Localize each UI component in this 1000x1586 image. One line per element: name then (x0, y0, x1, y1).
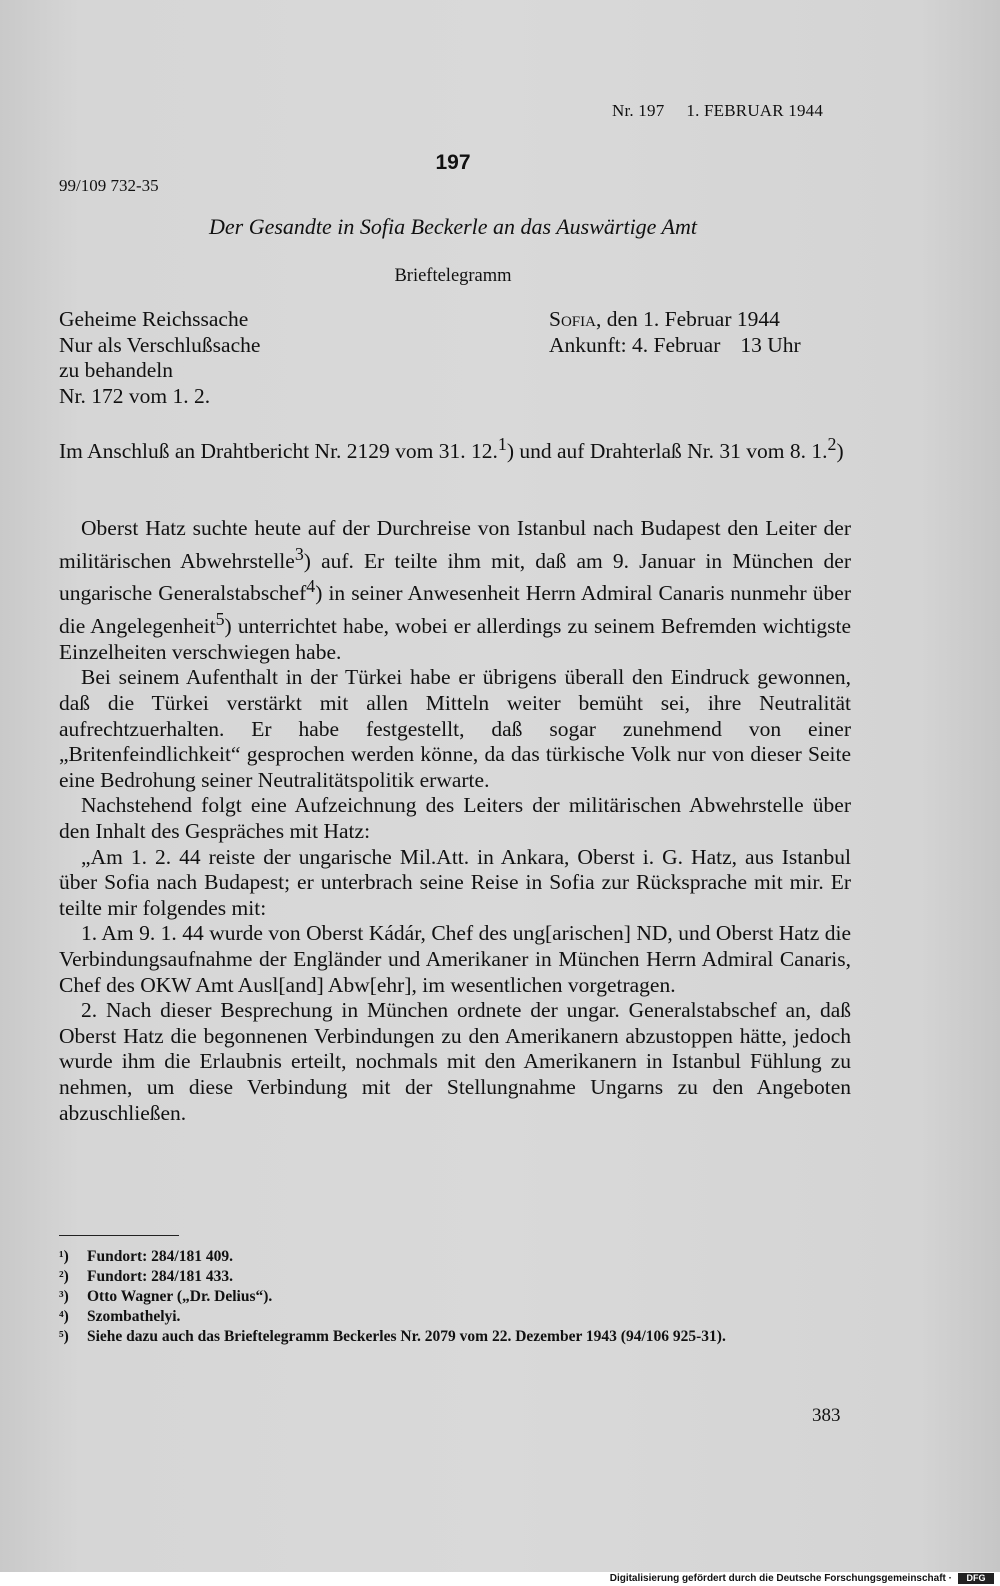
footnotes (59, 1247, 851, 1347)
intro-text: Im Anschluß an Drahtbericht Nr. 2129 vom 31. 12. (59, 439, 498, 464)
paragraph-text: ) in seiner Anwesenheit Herrn Admiral Canaris nunmehr über die Angelegenheit (59, 581, 851, 639)
footnote-text: Fundort: 284/181 409. (87, 1248, 233, 1265)
body-paragraph: „Am 1. 2. 44 reiste der ungarische Mil.Att. in Ankara, Oberst i. G. Hatz, aus Istanbul über Sofia nach Budapest; er unterbrach seine Reise in Sofia zur Rücksprache mit mir. Er teilte mir folgendes mit: (59, 844, 851, 920)
classification-line: Geheime Reichssache (59, 307, 249, 331)
running-head (612, 101, 823, 121)
footnote-text: Fundort: 284/181 433. (87, 1268, 233, 1285)
main-text (59, 516, 851, 1126)
intro-paragraph (59, 432, 851, 465)
dfg-logo-icon: DFG (958, 1573, 994, 1584)
classification-line: Nur als Verschlußsache (59, 332, 261, 357)
footer-text: Digitalisierung gefördert durch die Deutsche Forschungsgemeinschaft · (609, 1573, 952, 1584)
intro-text: ) (836, 439, 844, 464)
intro-text: ) und auf Drahterlaß Nr. 31 vom 8. 1. (506, 439, 828, 464)
footnote-ref: 3 (294, 543, 304, 564)
footnote (59, 1327, 851, 1347)
running-head-date: 1. FEBRUAR 1944 (686, 101, 824, 120)
footnote-ref: 4 (306, 576, 316, 597)
document-number: 197 (435, 151, 471, 174)
paragraph-text: ) auf. Er teilte ihm mit, daß am 9. Januar in München der ungarische Generalstabschef (59, 548, 851, 606)
footnote-text: Szombathelyi. (87, 1308, 181, 1325)
running-head-number: Nr. 197 (612, 101, 665, 120)
place-date-line (549, 307, 801, 333)
classification-line: zu behandeln (59, 358, 174, 382)
footnote-number: ³) (59, 1288, 69, 1305)
body-paragraph: 2. Nach dieser Besprechung in München ordnete der ungar. Generalstabschef an, daß Oberst Hatz die begonnenen Verbindungen zu den Amerikanern abzustoppen hätte, jedoch wurde ihm die Erlaubnis erteilt, nochmals mit den Amerikanern in Istanbul Fühlung zu nehmen, um diese Verbindung mit der Stellungnahme Ungarns zu den Angeboten abzuschließen. (59, 998, 851, 1125)
classification-line: Nr. 172 vom 1. 2. (59, 383, 211, 408)
footnote-number: ⁵) (59, 1328, 69, 1345)
page-number: 383 (812, 1405, 841, 1426)
body-paragraph: Nachstehend folgt eine Aufzeichnung des Leiters der militärischen Abwehrstelle über den Inhalt des Gespräches mit Hatz: (59, 793, 851, 843)
classification-block (59, 307, 260, 409)
body-paragraph: Bei seinem Aufenthalt in der Türkei habe er übrigens überall den Eindruck gewonnen, daß die Türkei verstärkt mit allen Mitteln weiter bemüht sei, ihre Neutralität aufrechtzuerhalten. Er habe festgestellt, daß sogar zunehmend von einer „Britenfeindlichkeit“ gesprochen werden könne, da das türkische Volk nur von dieser Seite eine Bedrohung seiner Neutralitätspolitik erwarte. (59, 665, 851, 792)
footnote-text: Otto Wagner („Dr. Delius“). (87, 1288, 273, 1305)
arrival-line (549, 333, 801, 359)
document-heading: Der Gesandte in Sofia Beckerle an das Auswärtige Amt (208, 214, 697, 239)
footnote-ref: 1 (497, 434, 507, 454)
digitization-footer (0, 1572, 1000, 1586)
footnote (59, 1287, 851, 1307)
footnote (59, 1247, 851, 1267)
footnote-number: ²) (59, 1268, 69, 1285)
file-reference: 99/109 732-35 (59, 176, 159, 195)
footnote-ref: 5 (215, 609, 225, 630)
place-date-block (549, 307, 801, 358)
document-type: Brieftelegramm (394, 266, 512, 286)
paragraph-text: ) unterrichtet habe, wobei er allerdings zu seinem Befremden wichtigste Einzelheiten verschwiegen habe. (59, 614, 851, 664)
arrival-date: Ankunft: 4. Februar (549, 332, 721, 357)
paragraph-text: Oberst Hatz suchte heute auf der Durchreise von Istanbul nach Budapest den Leiter der militärischen Abwehrstelle (59, 516, 851, 573)
body-paragraph (59, 516, 851, 665)
footnote (59, 1267, 851, 1287)
place-name: Sofia (549, 307, 596, 331)
footnote-divider (59, 1235, 179, 1236)
send-date: , den 1. Februar 1944 (595, 307, 780, 331)
arrival-time: 13 Uhr (740, 332, 801, 357)
footnote-number: ¹) (59, 1248, 69, 1265)
footnote-text: Siehe dazu auch das Brieftelegramm Beckerles Nr. 2079 vom 22. Dezember 1943 (94/106 925-31). (87, 1328, 726, 1345)
footnote-ref: 2 (827, 434, 837, 454)
footnote (59, 1307, 851, 1327)
footnote-number: ⁴) (59, 1308, 69, 1325)
body-paragraph: 1. Am 9. 1. 44 wurde von Oberst Kádár, Chef des ung[arischen] ND, und Oberst Hatz die Verbindungsaufnahme der Engländer und Amerikaner in München Herrn Admiral Canaris, Chef des OKW Amt Ausl[and] Abw[ehr], im wesentlichen vorgetragen. (59, 921, 851, 997)
